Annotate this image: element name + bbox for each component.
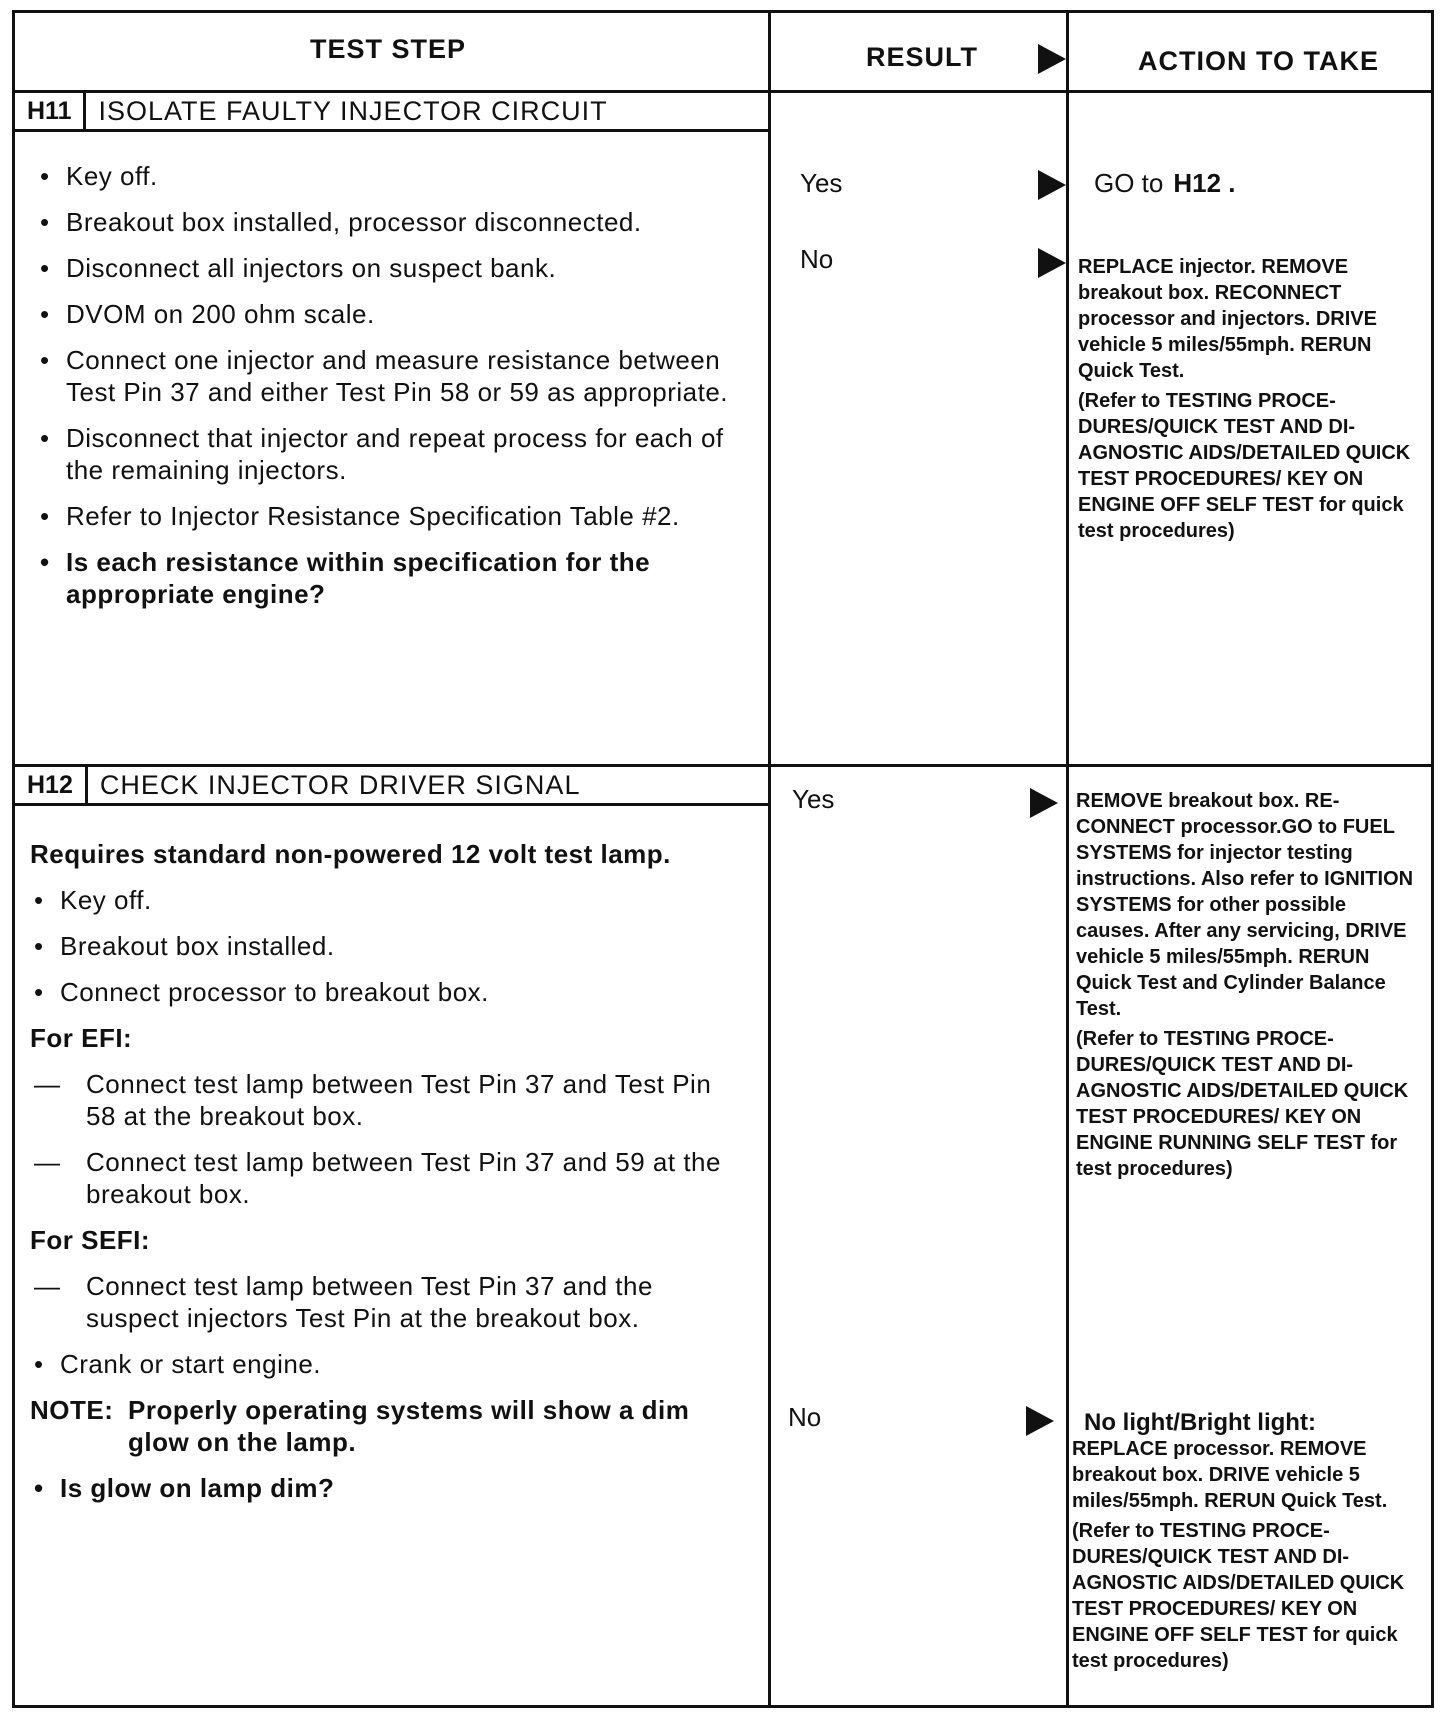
step-h12-items	[30, 838, 746, 1518]
list-item: • Key off.	[30, 884, 746, 916]
action-prefix: GO to	[1094, 168, 1164, 198]
list-item: • Connect one injector and measure resistance between Test Pin 37 and either Test Pin 58 or 59 as appropriate.	[36, 344, 746, 408]
step-title: ISOLATE FAULTY INJECTOR CIRCUIT	[98, 95, 608, 126]
step-id: H11	[15, 93, 86, 129]
list-item: • Breakout box installed.	[30, 930, 746, 962]
action-h11-no	[1078, 254, 1418, 548]
column-divider-left	[768, 10, 771, 1708]
list-item: • Breakout box installed, processor disconnected.	[36, 206, 746, 238]
step-h11-header	[12, 90, 771, 132]
arrow-icon	[1038, 44, 1066, 74]
action-text: REPLACE processor. REMOVE breakout box. DRIVE vehicle 5 miles/55mph. RERUN Quick Test.	[1072, 1438, 1388, 1512]
step-title: CHECK INJECTOR DRIVER SIGNAL	[99, 769, 581, 800]
action-h12-yes	[1076, 788, 1420, 1186]
action-title: No light/Bright light:	[1084, 1409, 1316, 1436]
note-label: NOTE:	[30, 1395, 114, 1425]
list-item: — Connect test lamp between Test Pin 37 and Test Pin 58 at the breakout box.	[30, 1068, 746, 1132]
action-text: REPLACE injector. REMOVE breakout box. RECONNECT processor and injectors. DRIVE vehicle 5 miles/55mph. RERUN Quick Test.	[1078, 256, 1377, 382]
header-action: ACTION TO TAKE	[1138, 46, 1379, 76]
efi-label: For EFI:	[30, 1023, 133, 1053]
step-id: H12	[15, 767, 88, 803]
list-item: — Connect test lamp between Test Pin 37 and 59 at the breakout box.	[30, 1146, 746, 1210]
header-test-step: TEST STEP	[310, 34, 467, 64]
result-yes: Yes	[792, 784, 835, 814]
action-reference: (Refer to TESTING PROCE-DURES/QUICK TEST AND DI-AGNOSTIC AIDS/DETAILED QUICK TEST PROCEDURES/ KEY ON ENGINE RUNNING SELF TEST for test procedures)	[1076, 1028, 1409, 1180]
note-text: Properly operating systems will show a dim glow on the lamp.	[128, 1395, 690, 1457]
result-no: No	[788, 1402, 822, 1432]
question: • Is each resistance within specification for the appropriate engine?	[36, 546, 746, 610]
requirement-text: Requires standard non-powered 12 volt test lamp.	[30, 839, 671, 869]
list-item: — Connect test lamp between Test Pin 37 and the suspect injectors Test Pin at the breakout box.	[30, 1270, 746, 1334]
list-item: • Key off.	[36, 160, 746, 192]
header-result: RESULT	[866, 42, 978, 72]
list-item: • Crank or start engine.	[30, 1348, 746, 1380]
step-link[interactable]: H12 .	[1173, 168, 1236, 198]
arrow-icon	[1026, 1406, 1054, 1436]
arrow-icon	[1038, 170, 1066, 200]
column-divider-right	[1066, 10, 1069, 1708]
list-item: • DVOM on 200 ohm scale.	[36, 298, 746, 330]
list-item: • Disconnect that injector and repeat process for each of the remaining injectors.	[36, 422, 746, 486]
arrow-icon	[1038, 248, 1066, 278]
action-reference: (Refer to TESTING PROCE-DURES/QUICK TEST AND DI-AGNOSTIC AIDS/DETAILED QUICK TEST PROCEDURES/ KEY ON ENGINE OFF SELF TEST for quick test procedures)	[1072, 1520, 1405, 1672]
list-item: • Connect processor to breakout box.	[30, 976, 746, 1008]
action-text: REMOVE breakout box. RE-CONNECT processor.GO to FUEL SYSTEMS for injector testing instructions. Also refer to IGNITION SYSTEMS for other possible causes. After any servicing, DRIVE vehicle 5 miles/55mph. RERUN Quick Test and Cylinder Balance Test.	[1076, 790, 1414, 1020]
sefi-label: For SEFI:	[30, 1225, 151, 1255]
arrow-icon	[1030, 788, 1058, 818]
step-h12-header	[12, 764, 771, 806]
note	[30, 1394, 746, 1458]
result-yes: Yes	[800, 168, 843, 198]
step-h11-items	[36, 160, 746, 624]
question: • Is glow on lamp dim?	[30, 1472, 746, 1504]
action-reference: (Refer to TESTING PROCE-DURES/QUICK TEST AND DI-AGNOSTIC AIDS/DETAILED QUICK TEST PROCEDURES/ KEY ON ENGINE OFF SELF TEST for quick test procedures)	[1078, 390, 1411, 542]
result-no: No	[800, 244, 834, 274]
action-h12-no	[1072, 1410, 1416, 1678]
list-item: • Refer to Injector Resistance Specification Table #2.	[36, 500, 746, 532]
list-item: • Disconnect all injectors on suspect bank.	[36, 252, 746, 284]
action-h11-yes	[1094, 170, 1434, 200]
